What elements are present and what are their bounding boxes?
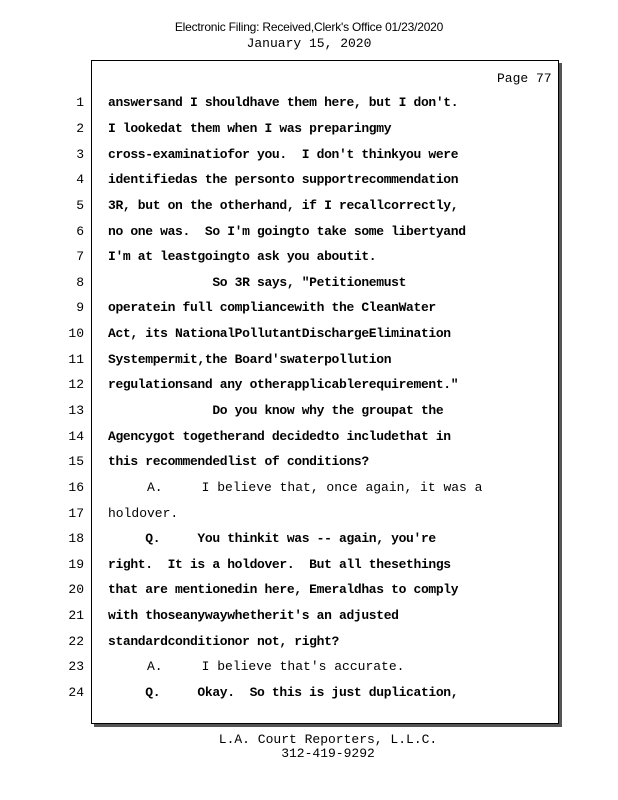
page-number: Page 77	[497, 71, 552, 86]
transcript-line: Q. You thinkit was -- again, you're	[108, 531, 436, 546]
transcript-line: Systempermit,the Board'swaterpollution	[108, 352, 392, 367]
line-number: 23	[68, 659, 84, 674]
transcript-line: regulationsand any otherapplicablerequirement."	[108, 377, 459, 392]
line-number: 15	[68, 454, 84, 469]
line-number: 13	[68, 403, 84, 418]
transcript-line: A. I believe that, once again, it was a	[108, 480, 483, 495]
reporter-phone: 312-419-9292	[281, 746, 375, 761]
transcript-line: cross-examinatiofor you. I don't thinkyou were	[108, 147, 459, 162]
transcript-line: this recommendedlist of conditions?	[108, 454, 369, 469]
transcript-line: that are mentionedin here, Emeraldhas to comply	[108, 582, 459, 597]
line-number: 22	[68, 634, 84, 649]
line-number: 19	[68, 557, 84, 572]
page-footer	[0, 733, 618, 761]
line-number: 11	[68, 352, 84, 367]
line-number: 14	[68, 429, 84, 444]
transcript-line: with thoseanywaywhetherit's an adjusted	[108, 608, 399, 623]
transcript-line: standardconditionor not, right?	[108, 634, 339, 649]
line-number: 16	[68, 480, 84, 495]
line-number: 4	[76, 172, 84, 187]
transcript-line: Do you know why the groupat the	[108, 403, 444, 418]
line-number: 24	[68, 685, 84, 700]
transcript-date: January 15, 2020	[246, 36, 372, 51]
line-number: 2	[76, 121, 84, 136]
filing-stamp: Electronic Filing: Received,Clerk's Office 01/23/2020	[174, 20, 444, 34]
line-number: 6	[76, 224, 84, 239]
transcript-line: 3R, but on the otherhand, if I recallcorrectly,	[108, 198, 459, 213]
transcript-line: I'm at leastgoingto ask you aboutit.	[108, 249, 377, 264]
transcript-line: A. I believe that's accurate.	[108, 659, 405, 674]
line-number: 10	[68, 326, 84, 341]
transcript-line: holdover.	[108, 506, 179, 521]
transcript-line: Q. Okay. So this is just duplication,	[108, 685, 459, 700]
line-number: 7	[76, 249, 84, 264]
transcript-line: operatein full compliancewith the CleanWater	[108, 300, 436, 315]
transcript-line: right. It is a holdover. But all thesethings	[108, 557, 451, 572]
line-number: 21	[68, 608, 84, 623]
line-number: 8	[76, 275, 84, 290]
line-number: 9	[76, 300, 84, 315]
line-number: 1	[76, 95, 84, 110]
transcript-line: Agencygot togetherand decidedto includethat in	[108, 429, 451, 444]
line-number: 3	[76, 147, 84, 162]
transcript-line: no one was. So I'm goingto take some libertyand	[108, 224, 466, 239]
line-number: 18	[68, 531, 84, 546]
transcript-line: So 3R says, "Petitionemust	[108, 275, 407, 290]
transcript-line: I lookedat them when I was preparingmy	[108, 121, 392, 136]
transcript-line: identifiedas the personto supportrecommendation	[108, 172, 459, 187]
transcript-line: Act, its NationalPollutantDischargeElimination	[108, 326, 451, 341]
transcript-line: answersand I shouldhave them here, but I don't.	[108, 95, 459, 110]
line-number: 20	[68, 582, 84, 597]
line-number: 5	[76, 198, 84, 213]
reporter-company: L.A. Court Reporters, L.L.C.	[218, 732, 438, 747]
line-number: 17	[68, 506, 84, 521]
line-number: 12	[68, 377, 84, 392]
